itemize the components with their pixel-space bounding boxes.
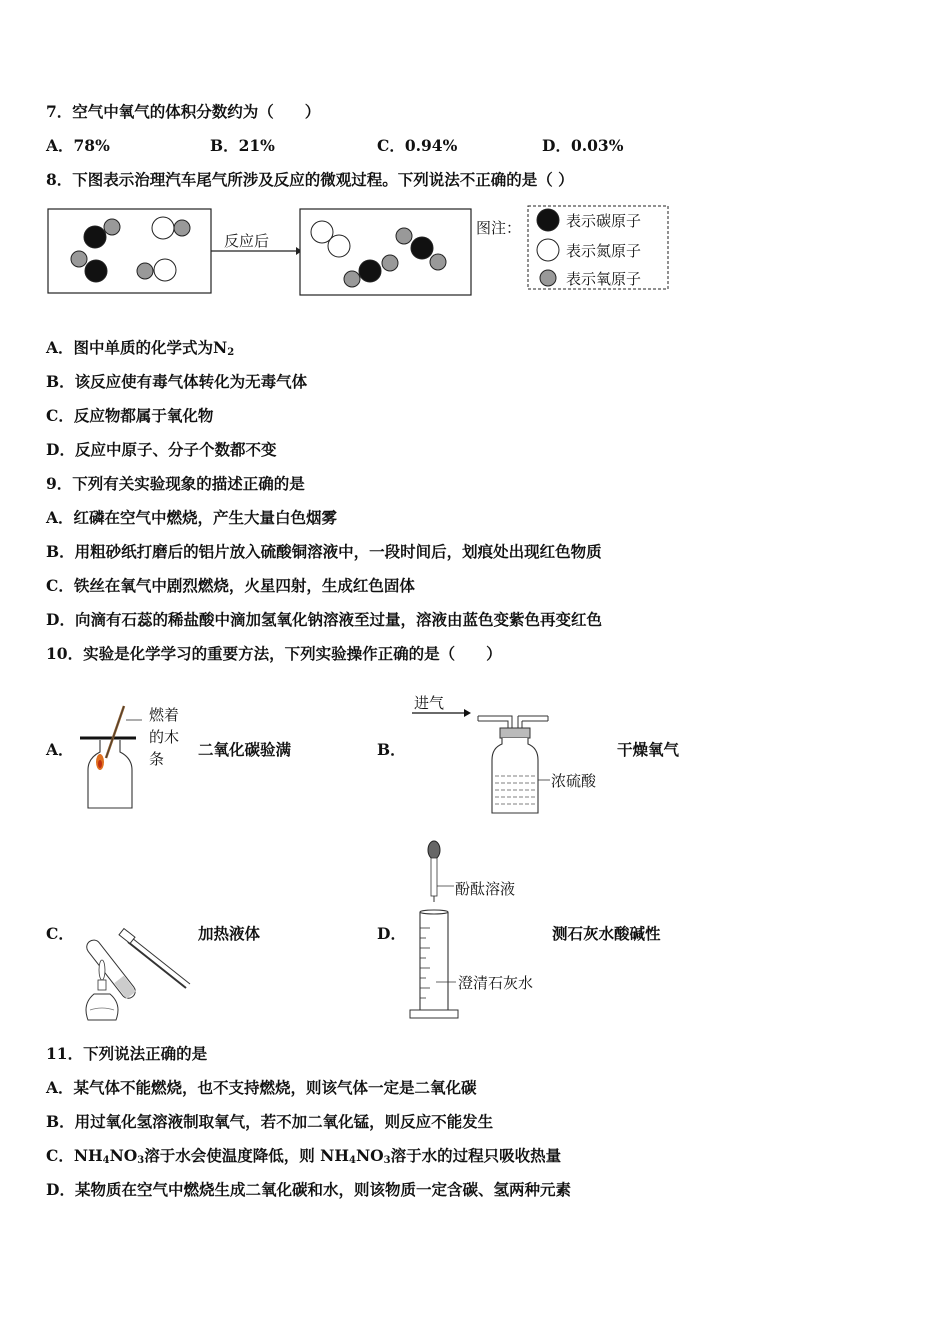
q10-d-letter: D． (377, 924, 406, 943)
q8-option-d: D．反应中原子、分子个数都不变 (46, 440, 277, 459)
q10-a-figure (76, 700, 196, 815)
q7-option-d: D．0.03% (542, 136, 624, 155)
q7-stem: 7．空气中氧气的体积分数约为（ ） (46, 102, 321, 121)
phenolphthalein-label: 酚酞溶液 (455, 880, 516, 898)
graduated-cylinder (420, 912, 448, 1010)
q10-a-caption: 二氧化碳验满 (198, 740, 292, 759)
rubber-stopper (500, 728, 530, 738)
alcohol-lamp (86, 994, 118, 1020)
legend-carbon: 表示碳原子 (566, 212, 642, 230)
q10-b-letter: B． (377, 740, 406, 759)
q10-b-figure (400, 688, 620, 818)
splint-label-1: 燃着 (149, 706, 180, 724)
q11-stem: 11．下列说法正确的是 (46, 1044, 208, 1063)
q10-c-caption: 加热液体 (198, 924, 261, 943)
q9-option-a: A．红磷在空气中燃烧，产生大量白色烟雾 (46, 508, 338, 527)
q10-c-figure (78, 910, 198, 1025)
q7-option-b: B．21% (210, 136, 275, 155)
q8-stem: 8．下图表示治理汽车尾气所涉及反应的微观过程。下列说法不正确的是（ ） (46, 170, 574, 189)
limewater-label: 澄清石灰水 (458, 974, 534, 992)
carbon-atom-icon (537, 209, 559, 231)
splint-label-2: 的木 (149, 728, 180, 746)
q7-option-c: C．0.94% (377, 136, 458, 155)
q11-option-c: C．$NH_4NO_3$溶于水会使温度降低，则 $NH_4NO_3$溶于水的过程只吸收热量 (46, 1146, 562, 1166)
q10-c-letter: C． (46, 924, 74, 943)
q7-option-a: A．78% (46, 136, 110, 155)
q9-stem: 9．下列有关实验现象的描述正确的是 (46, 474, 305, 493)
q11-option-b: B．用过氧化氢溶液制取氧气，若不加二氧化锰，则反应不能发生 (46, 1112, 494, 1131)
gas-in-label: 进气 (414, 694, 445, 712)
q8-option-a: A．图中单质的化学式为$N_2$ (46, 338, 235, 358)
q11-option-d: D．某物质在空气中燃烧生成二氧化碳和水，则该物质一定含碳、氢两种元素 (46, 1180, 571, 1199)
oxygen-atom-icon (540, 270, 556, 286)
flame-icon (99, 960, 105, 980)
q10-stem: 10．实验是化学学习的重要方法，下列实验操作正确的是（ ） (46, 644, 502, 663)
q9-option-c: C．铁丝在氧气中剧烈燃烧，火星四射，生成红色固体 (46, 576, 415, 595)
q10-a-letter: A． (46, 740, 74, 759)
no-molecule (152, 217, 190, 239)
q10-d-caption: 测石灰水酸碱性 (552, 924, 661, 943)
q9-option-d: D．向滴有石蕊的稀盐酸中滴加氢氧化钠溶液至过量，溶液由蓝色变紫色再变红色 (46, 610, 602, 629)
dropper-tube (431, 858, 437, 896)
legend-oxygen: 表示氧原子 (566, 270, 642, 288)
test-tube (84, 937, 138, 1001)
q9-option-b: B．用粗砂纸打磨后的铝片放入硫酸铜溶液中，一段时间后，划痕处出现红色物质 (46, 542, 602, 561)
q8-option-c: C．反应物都属于氧化物 (46, 406, 214, 425)
tube-holder (128, 942, 186, 988)
splint-label-3: 条 (149, 750, 165, 768)
acid-label: 浓硫酸 (551, 772, 597, 790)
q11-option-a: A．某气体不能燃烧，也不支持燃烧，则该气体一定是二氧化碳 (46, 1078, 477, 1097)
arrow-label: 反应后 (224, 232, 270, 250)
nitrogen-atom-icon (537, 239, 559, 261)
q8-option-b: B．该反应使有毒气体转化为无毒气体 (46, 372, 308, 391)
q8-reaction-diagram (40, 200, 680, 305)
legend-nitrogen: 表示氮原子 (566, 242, 642, 260)
q10-d-figure (400, 838, 560, 1023)
legend-title: 图注： (476, 219, 522, 237)
q10-b-caption: 干燥氧气 (617, 740, 680, 759)
graduation-marks (420, 928, 430, 998)
dropper-bulb (428, 841, 440, 859)
